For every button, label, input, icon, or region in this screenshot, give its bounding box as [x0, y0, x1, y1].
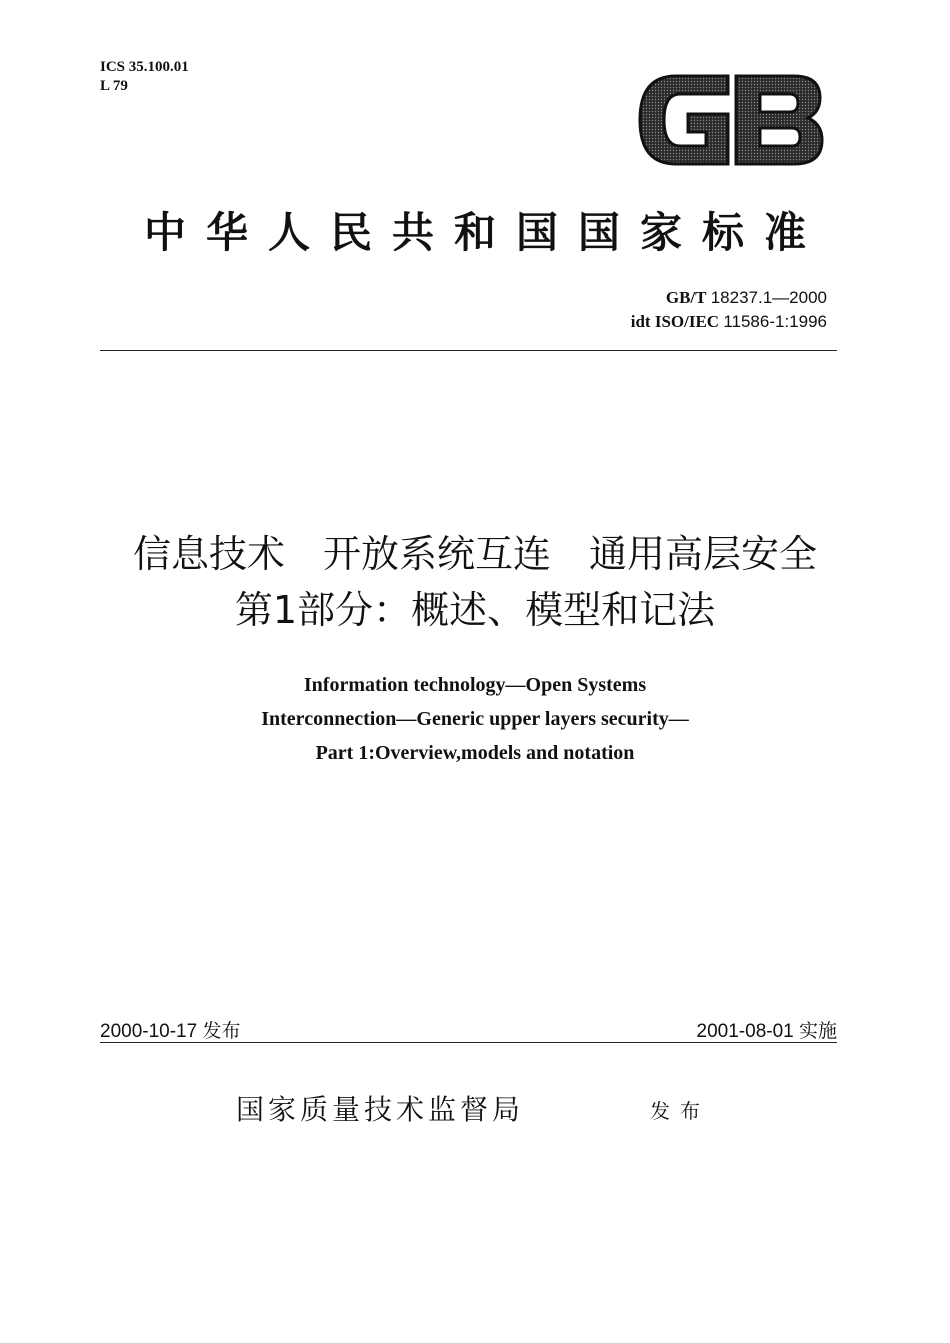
equivalence-line — [631, 310, 827, 334]
standard-prefix: GB/T — [665, 288, 707, 307]
standard-number: 18237.1—2000 — [710, 288, 827, 307]
english-title-line-1: Information technology—Open Systems — [303, 674, 647, 696]
chinese-title-line-2: 第1部分：概述、模型和记法 — [234, 588, 716, 632]
english-title-line-3: Part 1:Overview,models and notation — [315, 742, 635, 764]
issue-date: 2000-10-17 发布 — [100, 1021, 241, 1042]
national-standard-title: 中华人民共和国国家标准 — [143, 208, 826, 257]
english-title-line-2: Interconnection—Generic upper layers security— — [261, 708, 689, 730]
equivalence-prefix: idt ISO/IEC — [630, 312, 720, 331]
date-divider — [100, 1042, 837, 1043]
ccs-code: L 79 — [100, 78, 128, 94]
equivalent-standard-number: 11586-1:1996 — [723, 312, 827, 331]
header-divider — [100, 350, 837, 351]
ics-code: ICS 35.100.01 — [100, 59, 189, 75]
classification-codes — [100, 58, 189, 96]
implementation-date: 2001-08-01 实施 — [696, 1021, 837, 1042]
english-title — [60, 668, 890, 770]
standard-number-line — [631, 286, 827, 310]
publisher-name: 国家质量技术监督局 — [236, 1093, 525, 1126]
chinese-title-line-1: 信息技术 开放系统互连 通用高层安全 — [132, 532, 817, 576]
standard-numbers — [631, 286, 827, 334]
publish-label: 发布 — [650, 1099, 710, 1123]
gb-logo — [636, 68, 826, 172]
